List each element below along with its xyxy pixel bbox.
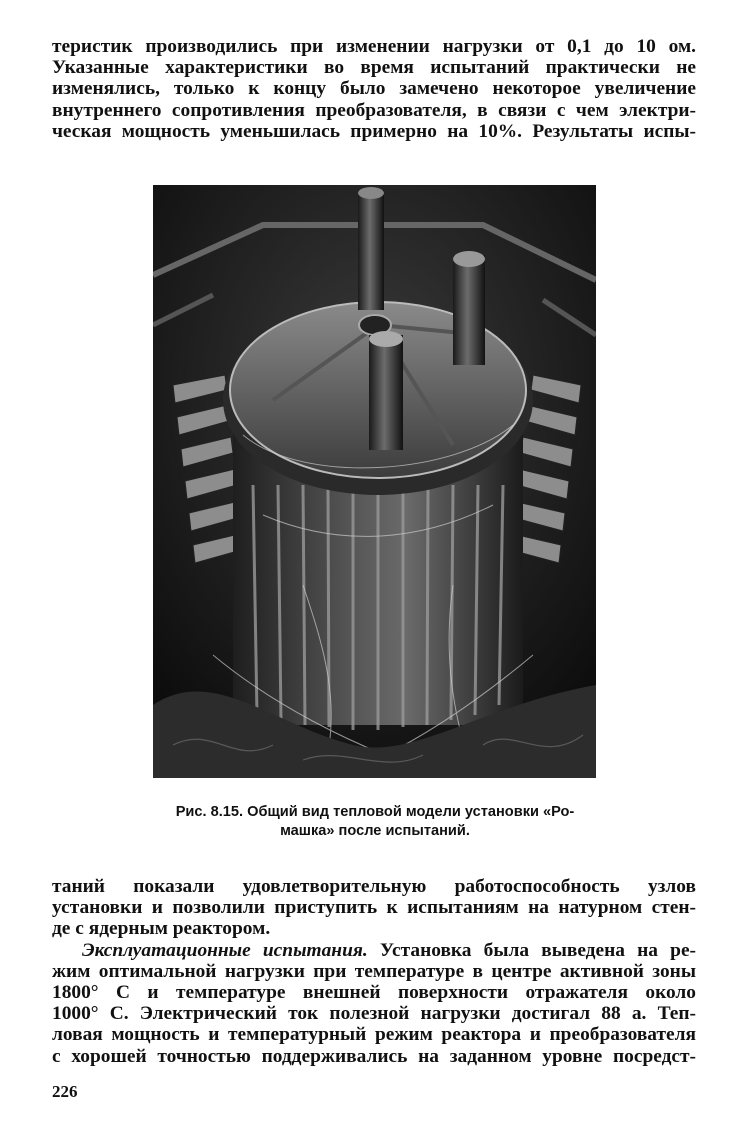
text-line: внутреннего сопротивления преобразователя, в связи с чем электри-	[52, 99, 696, 121]
caption-line: Рис. 8.15. Общий вид тепловой модели установки «Ро-	[175, 804, 575, 820]
text-line: Указанные характеристики во время испытаний практически не	[52, 57, 696, 79]
text-line: жим оптимальной нагрузки при температуре в центре активной зоны	[52, 960, 696, 982]
bottom-paragraphs	[52, 876, 696, 1067]
text-line: таний показали удовлетворительную работоспособность узлов	[52, 876, 696, 897]
caption-line: машка» после испытаний.	[280, 823, 470, 839]
text-line: 1800° С и температуре внешней поверхности отражателя около	[52, 982, 696, 1004]
figure-caption	[120, 803, 630, 841]
text-line	[52, 940, 696, 961]
text-line: изменялись, только к концу было замечено некоторое увеличение	[52, 78, 696, 100]
text-line: установки и позволили приступить к испытаниям на натурном стен-	[52, 897, 696, 919]
text-line: 1000° С. Электрический ток полезной нагрузки достигал 88 а. Теп-	[52, 1003, 696, 1025]
romashka-photo	[153, 185, 596, 778]
text-run: Установка была выведена на ре-	[367, 939, 697, 961]
text-line: ческая мощность уменьшилась примерно на 10%. Результаты испы-	[52, 120, 696, 142]
section-heading: Эксплуатационные испытания.	[82, 939, 368, 961]
photo-illustration	[153, 185, 596, 778]
text-line: ловая мощность и температурный режим реактора и преобразователя	[52, 1024, 696, 1046]
page-number: 226	[52, 1082, 78, 1101]
top-paragraph	[52, 36, 696, 142]
text-line: с хорошей точностью поддерживались на заданном уровне посредст-	[52, 1045, 696, 1067]
text-line: теристик производились при изменении нагрузки от 0,1 до 10 ом.	[52, 36, 696, 57]
text-line: де с ядерным реактором.	[52, 918, 271, 940]
